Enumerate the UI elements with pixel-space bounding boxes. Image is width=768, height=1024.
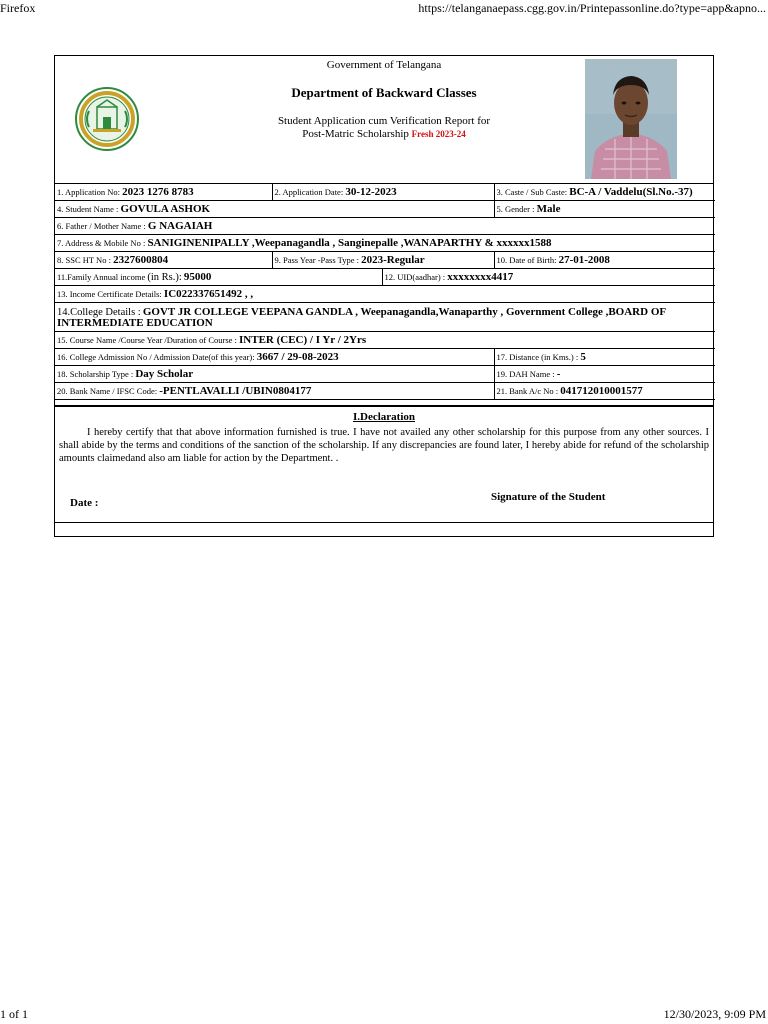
table-row xyxy=(55,218,715,235)
table-row xyxy=(55,201,715,218)
report-header xyxy=(55,56,713,184)
print-timestamp: 12/30/2023, 9:09 PM xyxy=(663,1007,766,1021)
declaration-text: I hereby certify that that above information furnished is true. I have not availed any other scholarship for this purpose from any other sources. I shall abide by the terms and conditions of the sanction of the scholarship. If any discrepancies are found later, I hereby abide for refund of the scholarship amounts claimedand also am liable for action by the Department. . xyxy=(59,427,709,464)
gender: 5. Gender : Male xyxy=(494,201,715,218)
student-name: 4. Student Name : GOVULA ASHOK xyxy=(55,201,494,218)
address: 7. Address & Mobile No : SANIGINENIPALLY ,Weepanagandla , Sanginepalle ,WANAPARTHY & xxxxxx1588 xyxy=(55,235,715,252)
table-row xyxy=(55,235,715,252)
table-row xyxy=(55,303,715,332)
distance: 17. Distance (in Kms.) : 5 xyxy=(494,349,715,366)
table-row xyxy=(55,349,715,366)
table-row xyxy=(55,366,715,383)
verification-report xyxy=(54,55,714,537)
scholarship-type: 18. Scholarship Type : Day Scholar xyxy=(55,366,494,383)
dah-name: 19. DAH Name : - xyxy=(494,366,715,383)
declaration-title: I.Declaration xyxy=(352,411,415,423)
government-name: Government of Telangana xyxy=(326,59,442,71)
page-url: https://telanganaepass.cgg.gov.in/Printepassonline.do?type=app&apno... xyxy=(418,1,766,15)
scholarship-name: Post-Matric Scholarship xyxy=(302,128,409,140)
application-details-table xyxy=(55,184,715,400)
table-row xyxy=(55,332,715,349)
table-row xyxy=(55,184,715,201)
date-of-birth: 10. Date of Birth: 27-01-2008 xyxy=(494,252,715,269)
department-name: Department of Backward Classes xyxy=(291,85,477,100)
signature-label: Signature of the Student xyxy=(491,491,606,503)
table-row xyxy=(55,286,715,303)
pass-year: 9. Pass Year -Pass Type : 2023-Regular xyxy=(272,252,494,269)
bank-name: 20. Bank Name / IFSC Code: -PENTLAVALLI /UBIN0804177 xyxy=(55,383,494,400)
college-details: 14.College Details : GOVT JR COLLEGE VEEPANA GANDLA , Weepanagandla,Wanaparthy , Government College ,BOARD OF INTERMEDIATE EDUCATION xyxy=(55,303,715,332)
college-admission: 16. College Admission No / Admission Date(of this year): 3667 / 29-08-2023 xyxy=(55,349,494,366)
browser-app-name: Firefox xyxy=(0,1,36,15)
bank-account: 21. Bank A/c No : 041712010001577 xyxy=(494,383,715,400)
course-details: 15. Course Name /Course Year /Duration of Course : INTER (CEC) / I Yr / 2Yrs xyxy=(55,332,715,349)
application-number: 1. Application No: 2023 1276 8783 xyxy=(55,184,272,201)
uid-aadhar: 12. UID(aadhar) : xxxxxxxx4417 xyxy=(382,269,715,286)
caste: 3. Caste / Sub Caste: BC-A / Vaddelu(Sl.No.-37) xyxy=(494,184,715,201)
report-title-line1: Student Application cum Verification Report for xyxy=(277,115,491,127)
table-row xyxy=(55,383,715,400)
parent-name: 6. Father / Mother Name : G NAGAIAH xyxy=(55,218,715,235)
date-label: Date : xyxy=(70,497,99,509)
fresh-tag: Fresh 2023-24 xyxy=(411,129,466,139)
page-count: 1 of 1 xyxy=(0,1007,28,1021)
declaration-section xyxy=(55,405,713,523)
application-date: 2. Application Date: 30-12-2023 xyxy=(272,184,494,201)
table-row xyxy=(55,252,715,269)
family-income: 11.Family Annual income (in Rs.): 95000 xyxy=(55,269,382,286)
income-certificate: 13. Income Certificate Details: IC022337651492 , , xyxy=(55,286,715,303)
table-row xyxy=(55,269,715,286)
student-photo xyxy=(585,59,677,179)
ssc-ht-number: 8. SSC HT No : 2327600804 xyxy=(55,252,272,269)
